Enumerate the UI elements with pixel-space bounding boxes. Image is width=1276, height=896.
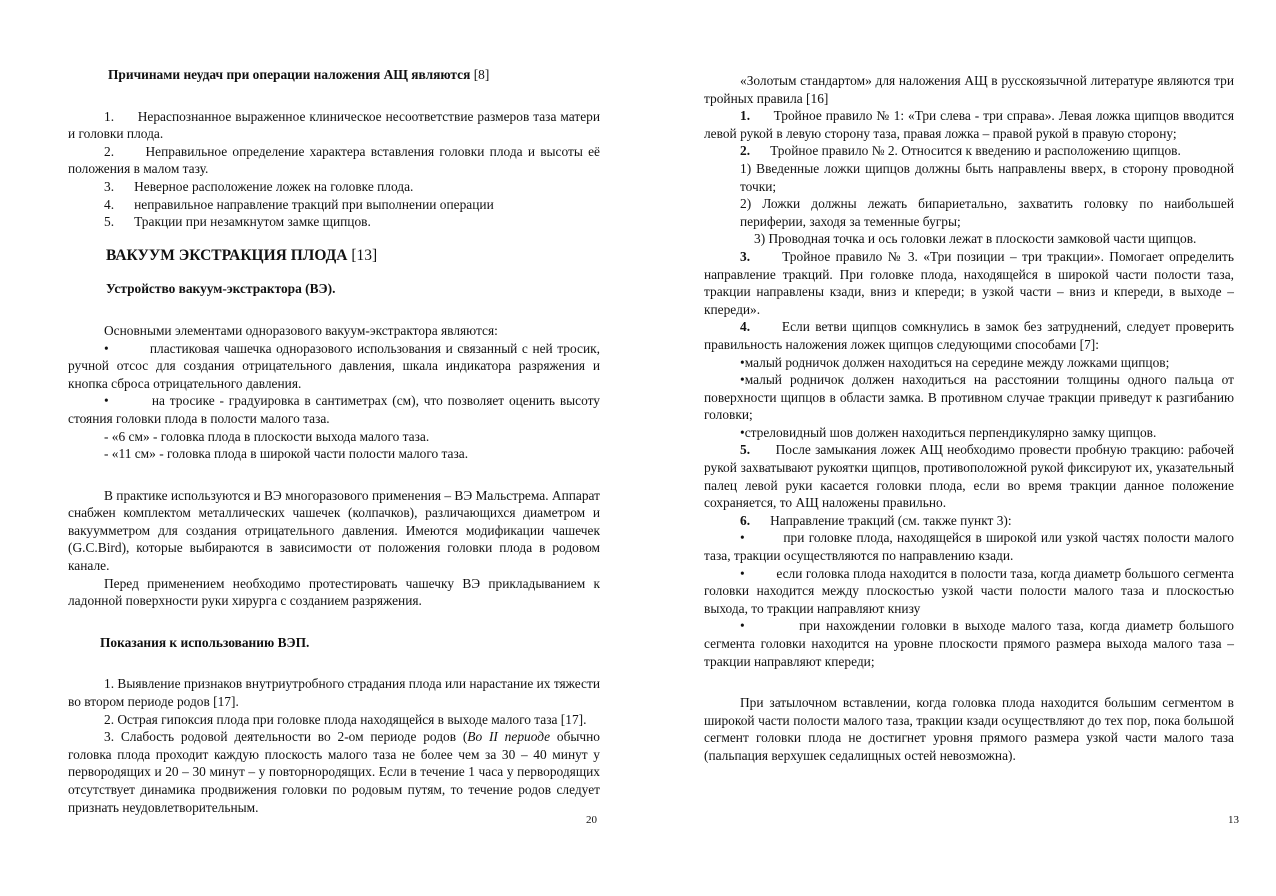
rule2-item: 2) Ложки должны лежать бипариетально, захватить головку по наибольшей периферии, заходя за теменные бугры; <box>740 196 1234 229</box>
right-page <box>638 0 1276 896</box>
check-item: •стреловидный шов должен находиться перпендикулярно замку щипцов. <box>740 424 1157 440</box>
occipital-paragraph: При затылочном вставлении, когда головка плода находится большим сегментом в широкой части полости малого таза, тракции кзади осуществляют до тех пор, пока большой сегмент головки плода не достигнет уровня прямого размера узкой части малого таза (пальпация верхушек седалищных остей невозможна). <box>704 695 1234 763</box>
vacuum-heading-ref: [13] <box>347 246 378 264</box>
rule-item: 4. Если ветви щипцов сомкнулись в замок без затруднений, следует проверить правильность наложения ложек щипцов следующими способами [7]: <box>704 319 1234 352</box>
right-column <box>704 72 1234 765</box>
rule-item: 6. Направление тракций (см. также пункт 3): <box>740 512 1012 528</box>
list-item: 4. неправильное направление тракций при выполнении операции <box>104 196 494 212</box>
vacuum-heading-text: ВАКУУМ ЭКСТРАКЦИЯ ПЛОДА <box>106 246 348 264</box>
failures-heading-text: Причинами неудач при операции наложения АЩ являются <box>108 67 471 82</box>
vacuum-heading <box>68 247 600 265</box>
list-item: • пластиковая чашечка одноразового использования и связанный с ней тросик, ручной отсос для создания отрицательного давления, шкала индикатора разряжения и кнопка сброса отрицательного давления. <box>68 340 600 391</box>
indication-3: 3. Слабость родовой деятельности во 2-ом периоде родов (Во II периоде обычно головка плода проходит каждую плоскость малого таза не более чем за 30 – 40 минут у первородящих и 20 – 30 минут – у повторнородящих. Если в течение 1 часа у первородящих отсутствует динамика продвижения головки по родовым путям, то течение родов следует признать неудовлетворительным. <box>68 729 601 815</box>
mark-11cm: - «11 см» - головка плода в широкой части полости малого таза. <box>104 446 469 462</box>
failures-heading <box>68 66 600 84</box>
rule-item: 5. После замыкания ложек АЩ необходимо провести пробную тракцию: рабочей рукой захватывают рукоятки щипцов, противоположной рукой фиксируют их, указательный палец левой руки касается головки плода, если во время тракции данное положение сохраняется, то АЩ наложены правильно. <box>704 442 1234 511</box>
failures-list <box>68 108 600 231</box>
rule-item: 2. Тройное правило № 2. Относится к введению и расположению щипцов. <box>740 143 1181 159</box>
device-heading: Устройство вакуум-экстрактора (ВЭ). <box>106 281 336 297</box>
list-item: 1. Нераспознанное выраженное клиническое несоответствие размеров таза матери и головки плода. <box>68 108 600 142</box>
check-item: •малый родничок должен находиться на расстоянии толщины одного пальца от поверхности щипцов в области замка. В противном случае тракции приведут к разгибанию головки; <box>704 372 1234 423</box>
indications-heading: Показания к использованию ВЭП. <box>100 634 310 650</box>
list-item: 3. Неверное расположение ложек на головке плода. <box>104 178 414 194</box>
page-number: 13 <box>1228 814 1239 826</box>
rule2-item: 1) Введенные ложки щипцов должны быть направлены вверх, в сторону проводной точки; <box>740 160 1234 194</box>
gold-standard-paragraph: «Золотым стандартом» для наложения АЩ в русскоязычной литературе являются три тройных правила [16] <box>704 73 1234 106</box>
practice-paragraph: В практике используются и ВЭ многоразового применения – ВЭ Мальстрема. Аппарат снабжен комплектом металлических чашечек (колпачков), различающихся диаметром и вакуумметром для создания отрицательного давления. Имеются модификации чашечек (G.C.Bird), которые выбираются в зависимости от положения головки плода в родовом канале. <box>68 487 600 574</box>
rule-item: 3. Тройное правило № 3. «Три позиции – три тракции». Помогает определить направление тракций. При головке плода, находящейся в широкой части полости таза, тракции направлены кзади, вниз и кпереди; в узкой части – вниз и кпереди, в выходе – кпереди». <box>704 248 1235 317</box>
left-column <box>68 66 600 816</box>
list-item: • на тросике - градуировка в сантиметрах (см), что позволяет оценить высоту стояния головки плода в полости малого таза. <box>68 393 600 426</box>
traction-item: • если головка плода находится в полости таза, когда диаметр большого сегмента головки находится между плоскостью узкой части полости малого таза и плоскостью выхода, то тракции направляют книзу <box>704 565 1235 616</box>
indication-1: 1. Выявление признаков внутриутробного страдания плода или нарастание их тяжести во втором периоде родов [17]. <box>68 676 600 710</box>
list-item: 2. Неправильное определение характера вставления головки плода и высоты её положения в малом тазу. <box>68 143 600 177</box>
elements-intro: Основными элементами одноразового вакуум-экстрактора являются: <box>104 322 498 338</box>
traction-item: • при нахождении головки в выходе малого таза, когда диаметр большого сегмента головки находится на уровне плоскости прямого размера выхода малого таза – тракции направляют кпереди; <box>704 618 1234 669</box>
page-number: 20 <box>586 814 597 826</box>
check-item: •малый родничок должен находиться на середине между ложками щипцов; <box>740 354 1170 370</box>
rule-item: 1. Тройное правило № 1: «Три слева - три справа». Левая ложка щипцов вводится левой рукой в левую сторону таза, правая ложка – правой рукой в правую сторону; <box>704 108 1235 141</box>
list-item: 5. Тракции при незамкнутом замке щипцов. <box>104 214 371 230</box>
traction-item: • при головке плода, находящейся в широкой или узкой частях полости малого таза, тракции осуществляются по направлению кзади. <box>704 530 1234 564</box>
failures-heading-ref: [8] <box>470 67 490 82</box>
indication-2: 2. Острая гипоксия плода при головке плода находящейся в выходе малого таза [17]. <box>104 711 587 727</box>
before-use-paragraph: Перед применением необходимо протестировать чашечку ВЭ прикладыванием к ладонной поверхности руки хирурга с созданием разряжения. <box>68 575 600 609</box>
mark-6cm: - «6 см» - головка плода в плоскости выхода малого таза. <box>104 428 430 444</box>
rule2-item: 3) Проводная точка и ось головки лежат в плоскости замковой части щипцов. <box>754 231 1197 247</box>
